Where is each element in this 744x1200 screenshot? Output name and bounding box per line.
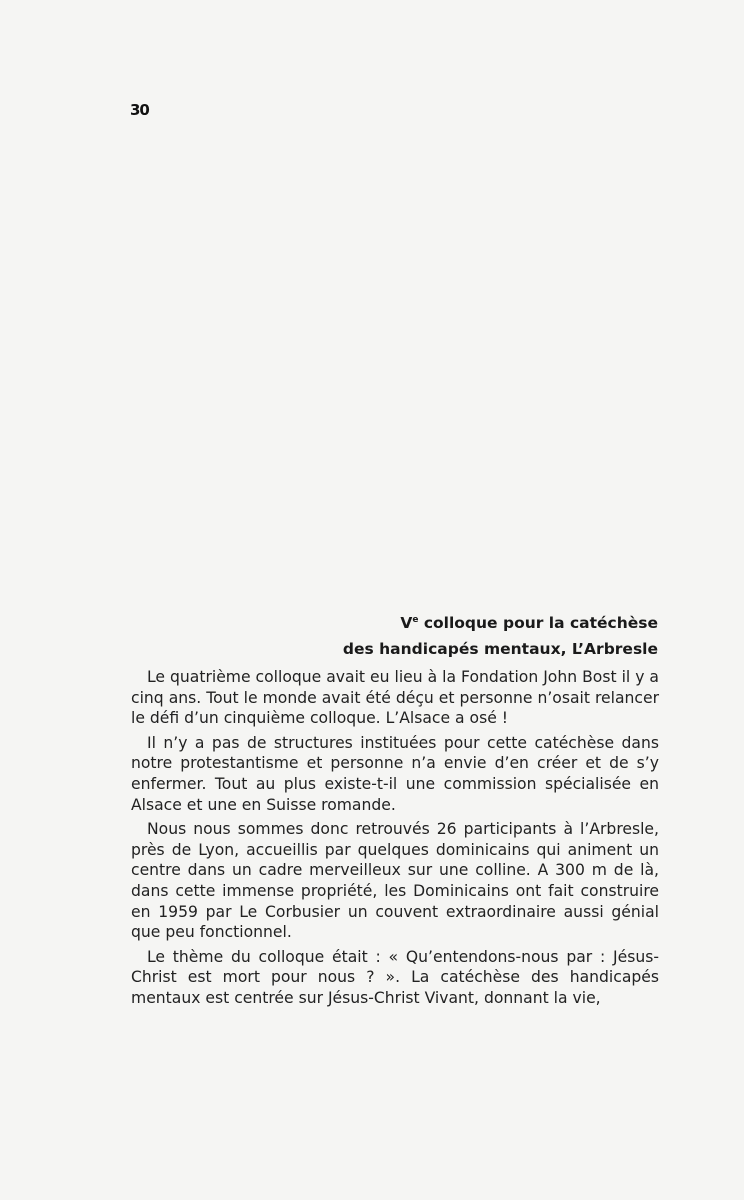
body-text [131, 667, 659, 1009]
heading-ordinal-suffix: e [412, 615, 419, 625]
paragraph: Le thème du colloque était : « Qu’entendons-nous par : Jésus-Christ est mort pour nous ? ». La catéchèse des handicapés mentaux est centrée sur Jésus-Christ Vivant, donnant la vie, [131, 947, 659, 1007]
paragraph: Il n’y a pas de structures instituées pour cette catéchèse dans notre protestantisme et personne n’a envie d’en créer et de s’y enfermer. Tout au plus existe-t-il une commission spécialisée en Alsace et une en Suisse romande. [131, 733, 659, 814]
heading-line-1-text: colloque pour la catéchèse [418, 614, 658, 632]
paragraph: Nous nous sommes donc retrouvés 26 participants à l’Arbresle, près de Lyon, accueillis par quelques dominicains qui animent un centre dans un cadre merveilleux sur une colline. A 300 m de là, dans cette immense propriété, les Dominicains ont fait construire en 1959 par Le Corbusier un couvent extraordinaire aussi génial que peu fonctionnel. [131, 820, 659, 942]
heading-line-1 [343, 607, 658, 636]
section-heading [343, 607, 658, 662]
heading-line-2: des handicapés mentaux, L’Arbresle [342, 640, 658, 658]
paragraph: Le quatrième colloque avait eu lieu à la Fondation John Bost il y a cinq ans. Tout le monde avait été déçu et personne n’osait relancer le défi d’un cinquième colloque. L’Alsace a osé ! [131, 668, 659, 728]
page-number: 30 [130, 101, 149, 119]
heading-roman-numeral: V [400, 614, 413, 632]
